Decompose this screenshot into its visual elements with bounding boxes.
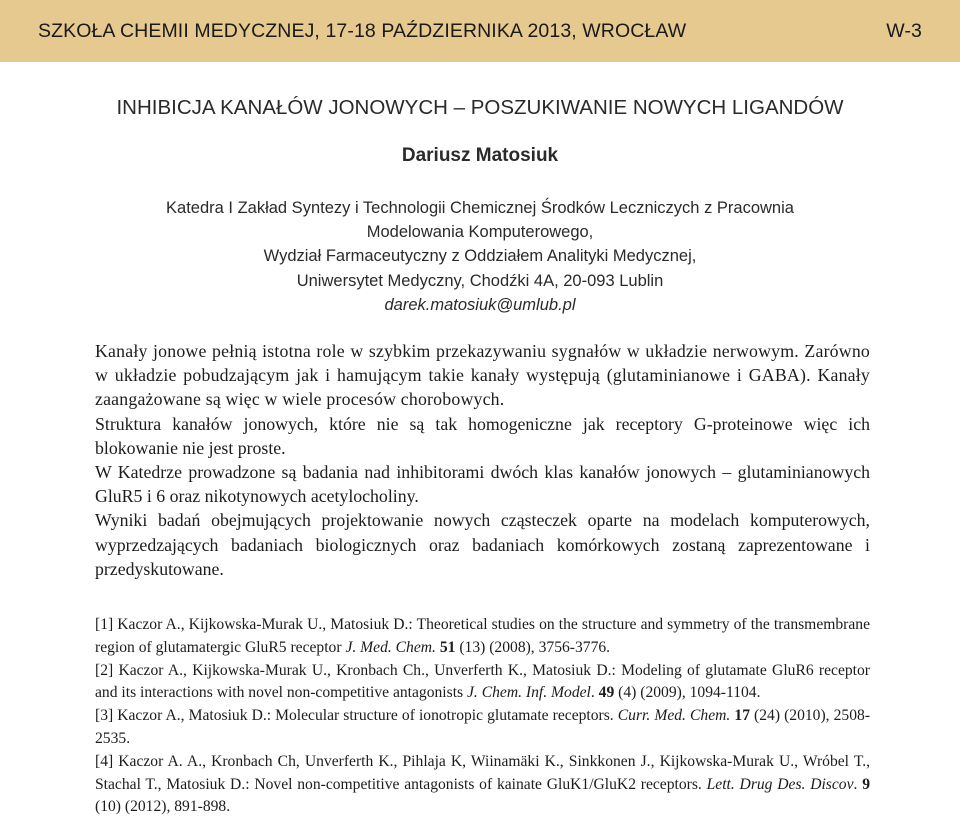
affiliation-line: Uniwersytet Medyczny, Chodźki 4A, 20-093 Lublin [296, 271, 664, 290]
reference-pages: (24) (2010), 2508-2535. [95, 707, 871, 747]
reference-text: [4] Kaczor A. A., Kronbach Ch, Unverferth K., Pihlaja K, Wiinamäki K., Sinkkonen J., Kijkowska-Murak U., Wróbel T., Stachal T., Matosiuk D.: Novel non-competitive antagonists of kainate GluK1/GluK2 receptors. [95, 752, 870, 793]
references [95, 614, 870, 819]
affiliation [0, 196, 960, 317]
reference-item [95, 705, 870, 751]
reference-journal: J. Med. Chem. [345, 638, 436, 656]
header-bar [0, 0, 960, 62]
reference-pages: (4) (2009), 1094-1104. [614, 684, 761, 702]
reference-pages: (10) (2012), 891-898. [95, 798, 231, 816]
abstract-paragraph: Kanały jonowe pełnią istotna role w szybkim przekazywaniu sygnałów w układzie nerwowym. Zarówno w układzie pobudzającym jak i hamującym takie kanały występują (glutaminianowe i GABA). Kanały zaangażowane są więc w wiele procesów chorobowych. [95, 341, 870, 410]
abstract-code: W-3 [886, 19, 922, 42]
email-link[interactable]: darek.matosiuk@umlub.pl [384, 295, 576, 314]
affiliation-line: Katedra I Zakład Syntezy i Technologii Chemicznej Środków Leczniczych z Pracownia [166, 199, 794, 217]
reference-pages: (13) (2008), 3756-3776. [455, 638, 611, 656]
affiliation-line: Wydział Farmaceutyczny z Oddziałem Analityki Medycznej, [263, 247, 697, 266]
reference-volume: 51 [439, 638, 456, 656]
reference-journal: Lett. Drug Des. Discov [706, 775, 854, 793]
abstract-paragraph: Struktura kanałów jonowych, które nie są tak homogeniczne jak receptory G-proteinowe więc ich blokowanie nie jest proste. [95, 413, 870, 458]
reference-volume: 17 [734, 707, 750, 725]
reference-text: [1] Kaczor A., Kijkowska-Murak U., Matosiuk D.: Theoretical studies on the structure and symmetry of the transmembrane region of glutamatergic GluR5 receptor [95, 616, 870, 656]
abstract-paragraph: Wyniki badań obejmujących projektowanie nowych cząsteczek oparte na modelach komputerowych, wyprzedzających badaniach biologicznych oraz badaniach komórkowych zostaną zaprezentowane i przedyskutowane. [95, 510, 870, 579]
reference-volume: 49 [598, 684, 615, 702]
page-title: INHIBICJA KANAŁÓW JONOWYCH – POSZUKIWANIE NOWYCH LIGANDÓW [116, 96, 844, 119]
affiliation-line: Modelowania Komputerowego, [366, 223, 594, 242]
reference-item [95, 614, 870, 660]
reference-text: [2] Kaczor A., Kijkowska-Murak U., Kronbach Ch., Unverferth K., Matosiuk D.: Modeling of glutamate GluR6 receptor and its interactions with novel non-competitive antagonists [95, 661, 870, 702]
abstract-body [95, 339, 870, 581]
author-name: Dariusz Matosiuk [401, 145, 559, 166]
reference-text: [3] Kaczor A., Matosiuk D.: Molecular structure of ionotropic glutamate receptors. [95, 707, 618, 725]
abstract-paragraph: W Katedrze prowadzone są badania nad inhibitorami dwóch klas kanałów jonowych – glutaminianowych GluR5 i 6 oraz nikotynowych acetylocholiny. [95, 462, 870, 507]
reference-item: [4] Kaczor A. A., Kronbach Ch, Unverferth K., Pihlaja K, Wiinamäki K., Sinkkonen J., Kijkowska-Murak U., Wróbel T., Stachal T., Matosiuk D.: Novel non-competitive antagonists of kainate GluK1/GluK2 receptors. Lett. Drug Des. Discov. 9 (10) (2012), 891-898. [95, 752, 870, 816]
conference-name: SZKOŁA CHEMII MEDYCZNEJ, 17-18 PAŹDZIERNIKA 2013, WROCŁAW [38, 19, 687, 42]
reference-volume: 9 [862, 775, 870, 793]
reference-journal: Curr. Med. Chem. [617, 707, 731, 725]
reference-journal: J. Chem. Inf. Model [467, 684, 591, 702]
reference-item: [2] Kaczor A., Kijkowska-Murak U., Kronbach Ch., Unverferth K., Matosiuk D.: Modeling of glutamate GluR6 receptor and its interactions with novel non-competitive antagonists J. Chem. Inf. Model. 49 (4) (2009), 1094-1104. [95, 661, 870, 702]
